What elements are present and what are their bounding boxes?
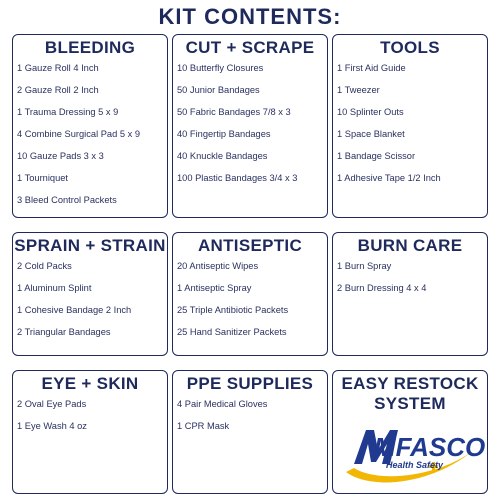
section-title: PPE SUPPLIES (186, 374, 314, 393)
item-list (13, 62, 167, 216)
list-item: 3 Bleed Control Packets (17, 195, 117, 205)
list-item: 1 Aluminum Splint (17, 283, 92, 293)
list-item: 100 Plastic Bandages 3/4 x 3 (177, 173, 298, 183)
item-list (333, 260, 487, 304)
section-tools (332, 34, 488, 218)
item-list (173, 398, 327, 442)
item-list (13, 398, 167, 442)
list-item: 40 Fingertip Bandages (177, 129, 271, 139)
list-item: 1 First Aid Guide (337, 63, 406, 73)
list-item: 1 Trauma Dressing 5 x 9 (17, 107, 119, 117)
section-title: BLEEDING (44, 38, 136, 57)
list-item: 1 Burn Spray (337, 261, 392, 271)
section-bleeding (12, 34, 168, 218)
section-burn-care (332, 232, 488, 356)
list-item: 1 Tweezer (337, 85, 380, 95)
list-item: 40 Knuckle Bandages (177, 151, 268, 161)
list-item: 2 Burn Dressing 4 x 4 (337, 283, 427, 293)
list-item: 1 Adhesive Tape 1/2 Inch (337, 173, 441, 183)
list-item: 10 Butterfly Closures (177, 63, 264, 73)
section-antiseptic (172, 232, 328, 356)
list-item: 50 Junior Bandages (177, 85, 260, 95)
logo-brand: MFASCO (374, 432, 486, 462)
list-item: 1 Gauze Roll 4 Inch (17, 63, 99, 73)
restock-title-line1: EASY RESTOCK (341, 374, 479, 393)
page-title: KIT CONTENTS: (158, 4, 342, 29)
item-list (173, 260, 327, 348)
list-item: 1 Bandage Scissor (337, 151, 416, 161)
section-eye-skin (12, 370, 168, 494)
section-easy-restock (332, 370, 488, 494)
list-item: 4 Pair Medical Gloves (177, 399, 268, 409)
list-item: 50 Fabric Bandages 7/8 x 3 (177, 107, 291, 117)
list-item: 1 Tourniquet (17, 173, 69, 183)
list-item: 10 Splinter Outs (337, 107, 404, 117)
list-item: 2 Gauze Roll 2 Inch (17, 85, 99, 95)
section-title: SPRAIN + STRAIN (14, 236, 166, 255)
section-title: ANTISEPTIC (197, 236, 303, 255)
list-item: 20 Antiseptic Wipes (177, 261, 259, 271)
list-item: 2 Oval Eye Pads (17, 399, 87, 409)
list-item: 1 Eye Wash 4 oz (17, 421, 87, 431)
list-item: 25 Triple Antibiotic Packets (177, 305, 289, 315)
logo-tagline: Health Safety (386, 460, 444, 470)
list-item: 2 Triangular Bandages (17, 327, 111, 337)
mfasco-logo (340, 420, 486, 490)
item-list (333, 62, 487, 194)
list-item: 2 Cold Packs (17, 261, 72, 271)
item-list (173, 62, 327, 194)
item-list (13, 260, 167, 348)
list-item: 4 Combine Surgical Pad 5 x 9 (17, 129, 140, 139)
section-title: EYE + SKIN (41, 374, 139, 393)
list-item: 1 Antiseptic Spray (177, 283, 252, 293)
list-item: 25 Hand Sanitizer Packets (177, 327, 287, 337)
restock-title-line2: SYSTEM (374, 394, 446, 413)
list-item: 1 Space Blanket (337, 129, 405, 139)
section-title: TOOLS (380, 38, 440, 57)
section-title: BURN CARE (357, 236, 463, 255)
list-item: 10 Gauze Pads 3 x 3 (17, 151, 104, 161)
list-item: 1 CPR Mask (177, 421, 230, 431)
list-item: 1 Cohesive Bandage 2 Inch (17, 305, 132, 315)
section-ppe-supplies (172, 370, 328, 494)
section-title: CUT + SCRAPE (185, 38, 315, 57)
section-sprain-strain (12, 232, 168, 356)
section-cut-scrape (172, 34, 328, 218)
